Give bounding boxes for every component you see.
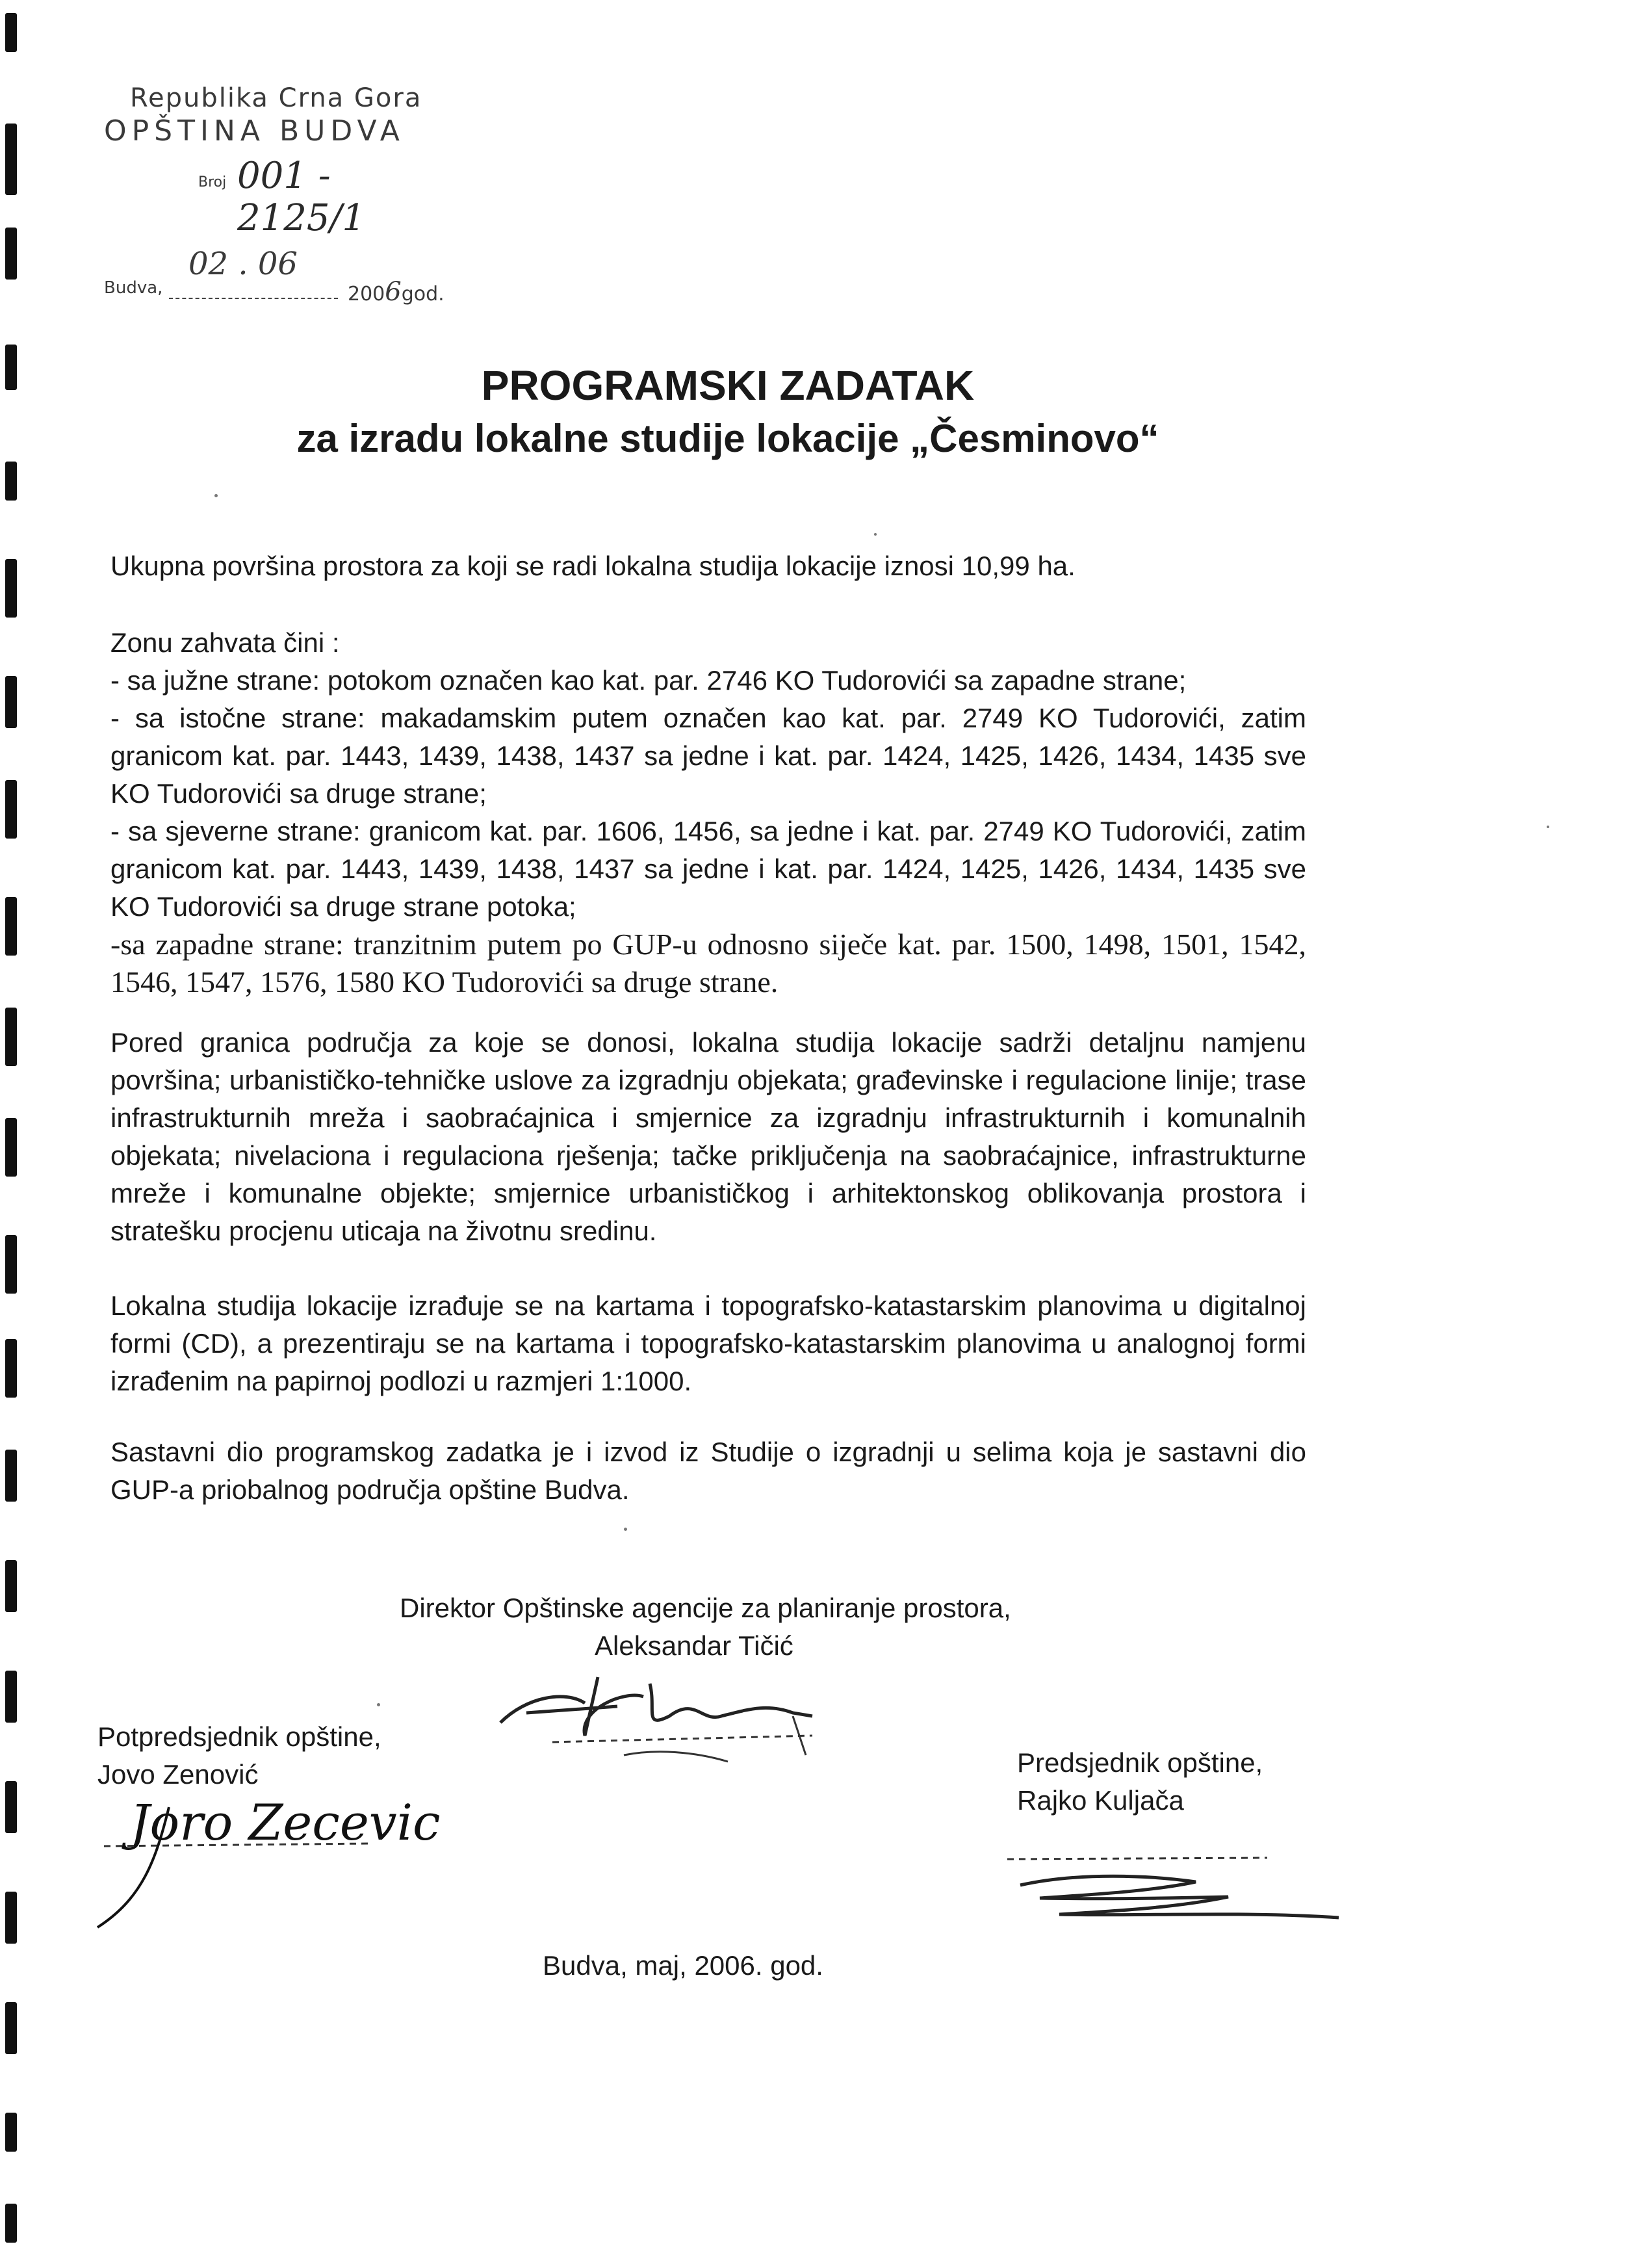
vice-president-signature: [91, 1781, 441, 1931]
stamp-broj-label: Broj: [198, 174, 227, 190]
director-title: Direktor Opštinske agencije za planiranje prostora,: [400, 1593, 1011, 1623]
zone-west: -sa zapadne strane: tranzitnim putem po GUP-u odnosno siječe kat. par. 1500, 1498, 1501, 1542, 1546, 1547, 1576, 1580 KO Tudorovići sa druge strane.: [110, 928, 1306, 998]
president-signature: [981, 1846, 1345, 1931]
vice-president-name: Jovo Zenović: [97, 1759, 259, 1790]
stamp-date-value: 02 . 06: [188, 246, 298, 282]
stamp-municipality: OPŠTINA BUDVA: [104, 114, 405, 148]
director-name: Aleksandar Tičić: [595, 1630, 793, 1661]
stamp-republic: Republika Crna Gora: [130, 83, 422, 113]
intro-paragraph: Ukupna površina prostora za koji se radi lokalna studija lokacije iznosi 10,99 ha.: [110, 551, 1076, 581]
vice-president-title: Potpredsjednik opštine,: [97, 1721, 381, 1752]
zone-south: - sa južne strane: potokom označen kao kat. par. 2746 KO Tudorovići sa zapadne strane;: [110, 665, 1187, 696]
zone-east: - sa istočne strane: makadamskim putem označen kao kat. par. 2749 KO Tudorovići, zatim granicom kat. par. 1443, 1439, 1438, 1437 sa jedne i kat. par. 1424, 1425, 1426, 1434, 1435 sve KO Tudorovići sa druge strane;: [110, 703, 1306, 809]
president-title: Predsjednik opštine,: [1017, 1747, 1263, 1778]
document-title: PROGRAMSKI ZADATAK: [481, 362, 975, 409]
annex-paragraph: Sastavni dio programskog zadatka je i izvod iz Studije o izgradnji u selima koja je sastavni dio GUP-a priobalnog područja opštine Budva.: [110, 1437, 1306, 1505]
footer-place-date: Budva, maj, 2006. god.: [543, 1950, 823, 1981]
format-paragraph: Lokalna studija lokacije izrađuje se na kartama i topografsko-katastarskim planovima u digitalnoj formi (CD), a prezentiraju se na kartama i topografsko-katastarskim planovima u analognoj formi izrađenim na papirnoj podlozi u razmjeri 1:1000.: [110, 1290, 1306, 1396]
content-paragraph: Pored granica područja za koje se donosi, lokalna studija lokacije sadrži detaljnu namjenu površina; urbanističko-tehničke uslove za izgradnju objekata; građevinske i regulacione linije; trase infrastrukturnih mreža i saobraćajnica i smjernice za izgradnju infrastrukturnih i komunalnih objekata; nivelaciona i regulaciona rješenja; tačke priključenja na saobraćajnice, infrastrukturne mreže i komunalne objekte; smjernice urbanističkog i arhitektonskog oblikovanja prostora i stratešku procjenu uticaja na životnu sredinu.: [110, 1027, 1306, 1246]
president-name: Rajko Kuljača: [1017, 1785, 1184, 1816]
document-subtitle: za izradu lokalne studije lokacije „Česminovo“: [296, 417, 1159, 460]
zone-section: [110, 624, 1306, 1001]
zone-heading: Zonu zahvata čini :: [110, 627, 340, 658]
zone-north: - sa sjeverne strane: granicom kat. par. 1606, 1456, sa jedne i kat. par. 2749 KO Tudorovići, zatim granicom kat. par. 1443, 1439, 1438, 1437 sa jedne i kat. par. 1424, 1425, 1426, 1434, 1435 sve KO Tudorovići sa druge strane potoka;: [110, 816, 1306, 922]
stamp-year: 2006god.: [348, 277, 445, 307]
svg-text:Joro Zecevic: Joro Zecevic: [130, 1793, 441, 1851]
registry-stamp: [104, 83, 468, 307]
stamp-place-label: Budva,: [104, 278, 163, 298]
stamp-broj-value: 001 - 2125/1: [237, 155, 366, 239]
director-signature: [487, 1651, 851, 1768]
